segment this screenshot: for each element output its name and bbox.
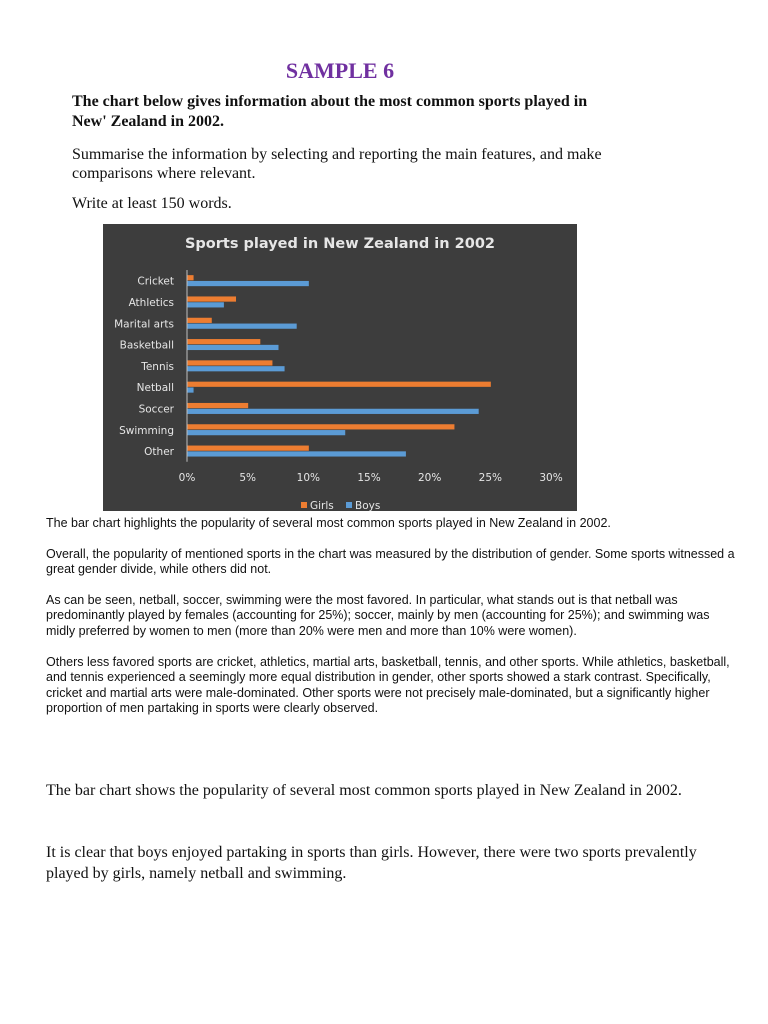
- legend-label: Boys: [355, 500, 381, 511]
- essay-b-paragraph: It is clear that boys enjoyed partaking in sports than girls. However, there were two sports prevalently played by girls, namely netball and swimming.: [46, 844, 697, 882]
- task-instruction: Summarise the information by selecting and reporting the main features, and make comparisons where relevant.: [72, 146, 602, 182]
- bar-girls: [188, 318, 212, 323]
- category-label: Athletics: [128, 296, 174, 309]
- bar-girls: [188, 360, 273, 365]
- legend-swatch-boys: [346, 502, 352, 508]
- bar-boys: [188, 281, 309, 286]
- legend-swatch-girls: [301, 502, 307, 508]
- bar-girls: [188, 403, 249, 408]
- essay-a-paragraph: Overall, the popularity of mentioned sports in the chart was measured by the distribution of gender. Some sports witnessed a great gender divide, while others did not.: [46, 546, 735, 577]
- essay-a-paragraph: As can be seen, netball, soccer, swimming were the most favored. In particular, what stands out is that netball was predominantly played by females (accounting for 25%); soccer, mainly by men (accounting for 25%); and swimming was midly preferred by women to men (more than 20% were men and more than 10% were women).: [46, 592, 710, 638]
- bar-boys: [188, 451, 406, 456]
- chart-title: Sports played in New Zealand in 2002: [184, 236, 496, 252]
- x-tick-label: 15%: [357, 472, 381, 484]
- bar-girls: [188, 446, 309, 451]
- task-word-count: Write at least 150 words.: [72, 195, 232, 212]
- essay-b-paragraph: The bar chart shows the popularity of several most common sports played in New Zealand in 2002.: [46, 782, 682, 799]
- bar-girls: [188, 382, 491, 387]
- category-label: Tennis: [141, 360, 174, 373]
- bar-girls: [188, 424, 455, 429]
- x-tick-label: 25%: [478, 472, 503, 484]
- category-label: Netball: [136, 382, 174, 395]
- x-tick-label: 0%: [178, 472, 196, 484]
- category-label: Soccer: [138, 403, 174, 416]
- sample-heading: SAMPLE 6: [285, 58, 395, 83]
- x-tick-label: 20%: [417, 472, 442, 484]
- category-label: Swimming: [119, 424, 174, 437]
- x-tick-label: 30%: [539, 472, 563, 484]
- essay-a-paragraph: Others less favored sports are cricket, athletics, martial arts, basketball, tennis, and other sports. While athletics, basketball, and tennis experienced a seemingly more equal distribution in gender, other sports showed a stark contrast. Specifically, cricket and martial arts were male-dominated. Other sports were not precisely male-dominated, but a significantly higher proportion of men partaking in sports were clearly observed.: [46, 654, 730, 716]
- bar-girls: [188, 275, 194, 280]
- bar-boys: [188, 345, 279, 350]
- bar-boys: [188, 366, 285, 371]
- bar-boys: [188, 430, 346, 435]
- bar-girls: [188, 296, 237, 301]
- bar-boys: [188, 409, 479, 414]
- essay-serif: [46, 780, 736, 925]
- category-label: Marital arts: [114, 318, 174, 331]
- bar-boys: [188, 302, 224, 307]
- category-label: Basketball: [119, 339, 174, 352]
- bar-boys: [188, 324, 297, 329]
- bar-girls: [188, 339, 261, 344]
- category-label: Cricket: [137, 275, 174, 288]
- x-tick-label: 10%: [296, 472, 321, 484]
- category-label: Other: [144, 446, 174, 459]
- essay-sans: [46, 516, 736, 732]
- bar-boys: [188, 387, 194, 392]
- bar-chart: [103, 224, 577, 511]
- legend-label: Girls: [310, 500, 334, 511]
- bar-chart-svg: [103, 224, 577, 511]
- x-tick-label: 5%: [239, 472, 257, 484]
- task-title: The chart below gives information about the most common sports played in New' Zealand in 2002.: [72, 93, 588, 130]
- essay-a-paragraph: The bar chart highlights the popularity of several most common sports played in New Zealand in 2002.: [46, 516, 611, 530]
